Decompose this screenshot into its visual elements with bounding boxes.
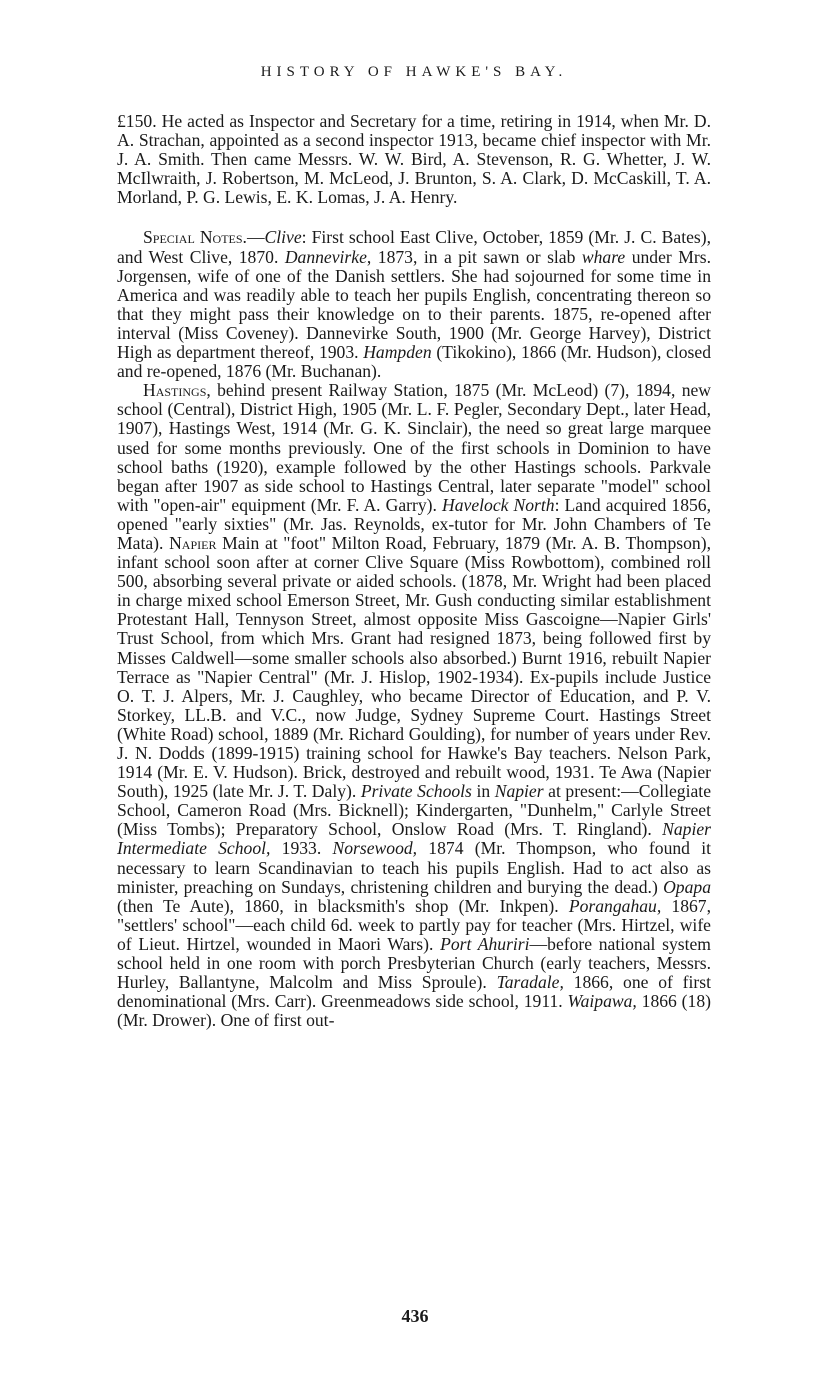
text-run: 1874 (Mr. Thompson, who found it necessary to learn Scandinavian to teach his pupils English. Had to act also as minister, preaching on Sundays, christening children and burying the dead.) <box>117 838 711 897</box>
text-run: , 1873, in a pit sawn or slab <box>366 246 582 267</box>
section-lead: Special Notes. <box>143 227 247 248</box>
text-run: under Mrs. Jorgensen, wife of one of the Danish settlers. She had sojourned for some time in America and was readily able to teach her pupils English, concentrating thereon so that they might pass their knowledge on to their parents. 1875, re-opened after interval (Miss Coveney). Dannevirke South, 1900 (Mr. George Harvey), District High as department thereof, 1903. <box>117 246 711 363</box>
text-run: 1933. <box>270 838 333 859</box>
page-number: 436 <box>401 1306 429 1326</box>
place-name-italic: Porangahau, <box>568 895 662 916</box>
text-run: — <box>246 227 265 248</box>
text-run: 1866, one of first denominational (Mrs. Carr). Greenmeadows side school, 1911. <box>117 972 711 1012</box>
text-run: (then Te Aute), 1860, in blacksmith's shop (Mr. Inkpen). <box>117 895 569 916</box>
place-name-italic: Clive <box>264 227 302 248</box>
place-name-italic: Waipawa, <box>567 991 637 1012</box>
text-run: Main at "foot" Milton Road, February, 1879 (Mr. A. B. Thompson), infant school soon after at corner Clive Square (Miss Rowbottom), combined roll 500, absorbing several private or aided schools. (1878, Mr. Wright had been placed in charge mixed school Emerson Street, Mr. Gush conducting similar establishment Protestant Hall, Tennyson Street, almost opposite Miss Gascoigne—Napier Girls' Trust School, from which Mrs. Grant had resigned 1873, being followed first by Misses Caldwell—some smaller schools also absorbed.) Burnt 1916, rebuilt Napier Terrace as "Napier Central" (Mr. J. Hislop, 1902-1934). Ex-pupils include Justice O. T. J. Alpers, Mr. J. Caughley, who became Director of Education, and P. V. Storkey, LL.B. and V.C., now Judge, Sydney Supreme Court. Hastings Street (White Road) school, 1889 (Mr. Richard Goulding), for number of years under Rev. J. N. Dodds (1899-1915) training school for Hawke's Bay teachers. Nelson Park, 1914 (Mr. E. V. Hudson). Brick, destroyed and rebuilt wood, 1931. Te Awa (Napier South), 1925 (late Mr. J. T. Daly). <box>117 532 711 802</box>
place-name-italic: Dannevirke <box>284 246 367 267</box>
heading-italic: Private Schools <box>360 781 472 802</box>
place-name-italic: Port Ahuriri <box>440 933 530 954</box>
text-run: —before national system school held in one room with porch Presbyterian Church (early teachers, Messrs. Hurley, Ballantyne, Malcolm and Miss Sproule). <box>117 933 711 993</box>
place-name-italic: Napier <box>494 781 544 802</box>
paragraph-hastings-napier <box>117 381 711 1030</box>
book-page <box>117 62 711 1030</box>
text-run: in <box>471 781 495 802</box>
place-name-italic: Taradale, <box>496 972 564 993</box>
text-run: at present:—Collegiate School, Cameron Road (Mrs. Bicknell); Kindergarten, "Dunhelm," Carlyle Street (Miss Tombs); Preparatory School, Onslow Road (Mrs. T. Ringland). <box>117 781 712 840</box>
place-name-italic: Opapa <box>663 876 711 897</box>
text-run: , behind present Railway Station, 1875 (Mr. McLeod) (7), 1894, new school (Central), District High, 1905 (Mr. L. F. Pegler, Secondary Dept., later Head, 1907), Hastings West, 1914 (Mr. G. K. Sinclair), the need so great large marquee used for some months previously. One of the first schools in Dominion to have school baths (1920), example followed by the other Hastings schools. Parkvale began after 1907 as side school to Hastings Central, later separate "model" school with "open-air" equipment (Mr. F. A. Garry). <box>117 380 711 515</box>
text-run: (Tikokino), 1866 (Mr. Hudson), closed and re-opened, 1876 (Mr. Buchanan). <box>117 342 711 382</box>
place-name-italic: Norsewood, <box>332 838 418 859</box>
place-name-italic: Hampden <box>363 342 432 363</box>
paragraph-inspectors: £150. He acted as Inspector and Secretary for a time, retiring in 1914, when Mr. D. A. Strachan, appointed as a second inspector 1913, became chief inspector with Mr. J. A. Smith. Then came Messrs. W. W. Bird, A. Stevenson, R. G. Whetter, J. W. McIlwraith, J. Robertson, M. McLeod, J. Brunton, S. A. Clark, D. McCaskill, T. A. Morland, P. G. Lewis, E. K. Lomas, J. A. Henry. <box>117 111 711 208</box>
text-run: 1867, "settlers' school"—each child 6d. week to partly pay for teacher (Mrs. Hirtzel, wife of Lieut. Hirtzel, wounded in Maori Wars). <box>117 895 711 954</box>
place-name-italic: Havelock North <box>442 494 555 515</box>
text-run: 1866 (18) (Mr. Drower). One of first out- <box>117 991 711 1031</box>
term-italic: whare <box>581 246 626 267</box>
place-name-smallcaps: Hastings <box>143 380 207 401</box>
running-title: HISTORY OF HAWKE'S BAY. <box>260 64 568 80</box>
place-name-smallcaps: Napier <box>169 532 217 553</box>
text-run: : First school East Clive, October, 1859 (Mr. J. C. Bates), and West Clive, 1870. <box>117 227 712 267</box>
paragraph-special-notes <box>117 228 711 381</box>
place-name-italic: Napier Intermediate School, <box>117 819 711 859</box>
text-run: : Land acquired 1856, opened "early sixties" (Mr. Jas. Reynolds, ex-tutor for Mr. John Chambers of Te Mata). <box>117 494 712 553</box>
